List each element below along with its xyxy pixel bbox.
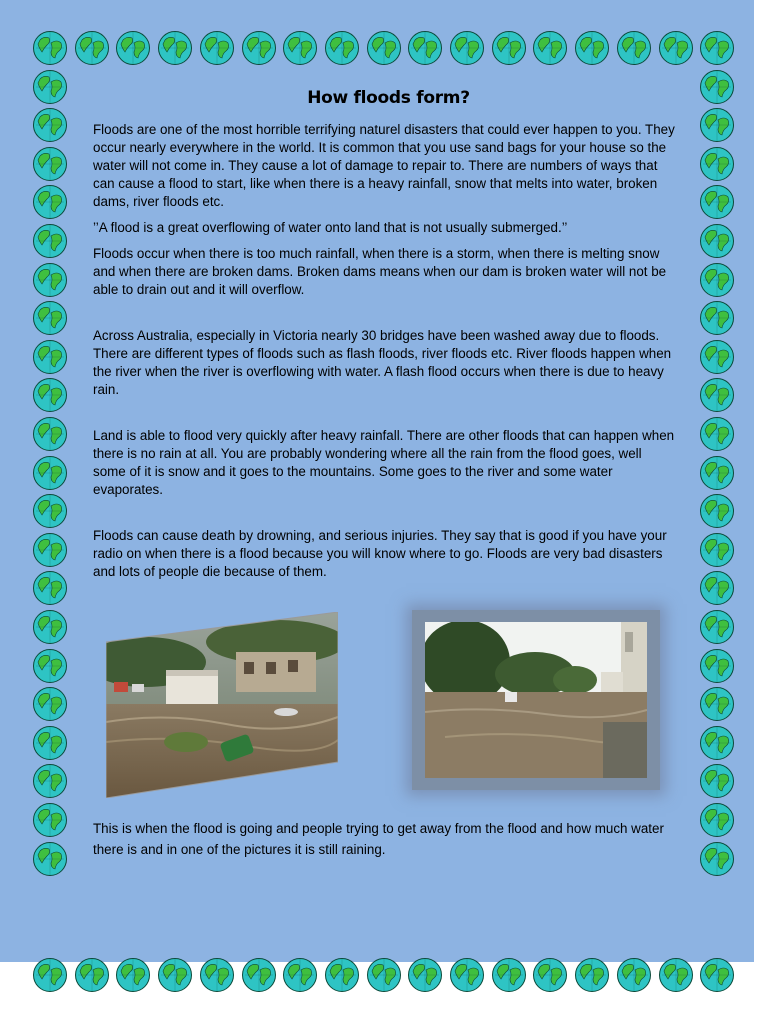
- globe-icon: [32, 30, 68, 66]
- globe-icon: [574, 30, 610, 66]
- paragraph-causes: Floods occur when there is too much rainfall, when there is a storm, when there is melting snow and when there are broken dams. Broken dams means when our dam is broken water will not be able to drain out and it will overflow.: [93, 246, 667, 297]
- globe-icon: [32, 957, 68, 993]
- globe-icon: [699, 841, 735, 877]
- paragraph-dangers: Floods can cause death by drowning, and serious injuries. They say that is good if you have your radio on when there is a flood because you will know where to go. Floods are very bad disasters and lots of people die because of them.: [93, 528, 667, 579]
- globe-icon: [115, 957, 151, 993]
- globe-icon: [699, 532, 735, 568]
- globe-icon: [32, 300, 68, 336]
- globe-icon: [699, 262, 735, 298]
- globe-icon: [74, 30, 110, 66]
- globe-icon: [658, 957, 694, 993]
- globe-icon: [32, 455, 68, 491]
- globe-icon: [366, 957, 402, 993]
- globe-icon: [199, 957, 235, 993]
- globe-icon: [407, 30, 443, 66]
- globe-icon: [699, 69, 735, 105]
- globe-icon: [699, 377, 735, 413]
- globe-icon: [32, 725, 68, 761]
- globe-icon: [32, 339, 68, 375]
- globe-icon: [115, 30, 151, 66]
- globe-icon: [32, 841, 68, 877]
- globe-icon: [699, 570, 735, 606]
- globe-icon: [157, 957, 193, 993]
- globe-icon: [74, 957, 110, 993]
- globe-icon: [32, 648, 68, 684]
- globe-icon: [32, 609, 68, 645]
- globe-icon: [324, 957, 360, 993]
- globe-icon: [157, 30, 193, 66]
- globe-icon: [282, 957, 318, 993]
- paragraph-definition-quote: ’’A flood is a great overflowing of water onto land that is not usually submerged.’’: [93, 220, 568, 235]
- globe-icon: [658, 30, 694, 66]
- globe-icon: [32, 107, 68, 143]
- globe-icon: [699, 184, 735, 220]
- globe-icon: [32, 69, 68, 105]
- globe-icon: [199, 30, 235, 66]
- flooded-river-photo: [425, 622, 647, 778]
- globe-icon: [532, 957, 568, 993]
- globe-icon: [699, 107, 735, 143]
- document-body: [93, 88, 678, 589]
- globe-icon: [699, 30, 735, 66]
- globe-icon: [32, 416, 68, 452]
- globe-icon: [699, 455, 735, 491]
- globe-icon: [407, 957, 443, 993]
- globe-icon: [32, 532, 68, 568]
- globe-icon: [491, 957, 527, 993]
- globe-icon: [32, 570, 68, 606]
- globe-icon: [699, 648, 735, 684]
- globe-icon: [574, 957, 610, 993]
- globe-icon: [241, 30, 277, 66]
- globe-icon: [699, 416, 735, 452]
- globe-icon: [449, 30, 485, 66]
- globe-icon: [324, 30, 360, 66]
- paragraph-intro: Floods are one of the most horrible terrifying naturel disasters that could ever happen to you. They occur nearly everywhere in the world. It is common that you use sand bags for your house so the water will not come in. They cause a lot of damage to repair to. There are numbers of ways that can cause a flood to start, like when there is a heavy rainfall, snow that melts into water, broken dams, river floods etc.: [93, 122, 675, 209]
- globe-icon: [32, 262, 68, 298]
- globe-icon: [699, 686, 735, 722]
- globe-icon: [32, 802, 68, 838]
- globe-icon: [699, 300, 735, 336]
- globe-icon: [699, 763, 735, 799]
- globe-icon: [32, 686, 68, 722]
- globe-icon: [699, 146, 735, 182]
- page-title: How floods form?: [307, 88, 470, 108]
- globe-icon: [32, 184, 68, 220]
- globe-icon: [241, 957, 277, 993]
- flood-street-photo: [106, 612, 338, 798]
- globe-icon: [699, 223, 735, 259]
- globe-icon: [32, 763, 68, 799]
- globe-icon: [616, 957, 652, 993]
- globe-icon: [699, 802, 735, 838]
- globe-icon: [32, 223, 68, 259]
- globe-icon: [699, 493, 735, 529]
- globe-icon: [32, 146, 68, 182]
- globe-icon: [699, 725, 735, 761]
- photo-caption: This is when the flood is going and people trying to get away from the flood and how much water there is and in one of the pictures it is still raining.: [93, 821, 664, 857]
- paragraph-rainfall: Land is able to flood very quickly after heavy rainfall. There are other floods that can happen when there is no rain at all. You are probably wondering where all the rain from the flood goes, well some of it is snow and it goes to the mountains. Some goes to the river and some water evaporates.: [93, 428, 675, 497]
- globe-icon: [699, 339, 735, 375]
- globe-icon: [366, 30, 402, 66]
- globe-icon: [32, 493, 68, 529]
- globe-icon: [616, 30, 652, 66]
- globe-icon: [532, 30, 568, 66]
- globe-icon: [699, 957, 735, 993]
- paragraph-australia: Across Australia, especially in Victoria nearly 30 bridges have been washed away due to floods. There are different types of floods such as flash floods, river floods etc. River floods happen when the river when the river is overflowing with water. A flash flood occurs when there is due to heavy rain.: [93, 328, 672, 397]
- globe-icon: [449, 957, 485, 993]
- globe-icon: [491, 30, 527, 66]
- globe-icon: [282, 30, 318, 66]
- globe-icon: [699, 609, 735, 645]
- globe-icon: [32, 377, 68, 413]
